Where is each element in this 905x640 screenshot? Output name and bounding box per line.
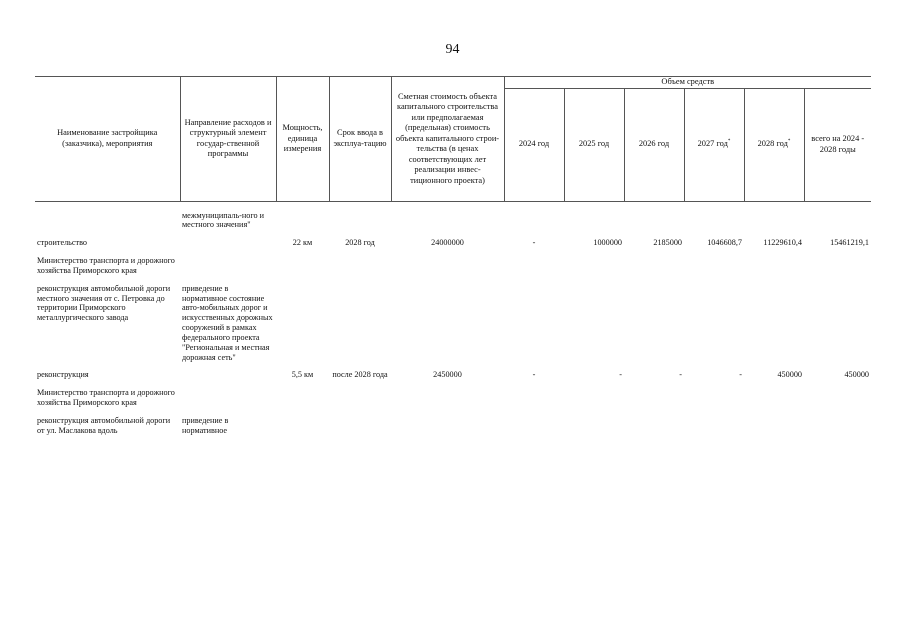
row-direction: приведение в нормативное состояние авто-мобильных дорог и искусственных дорожных сооружений в рамках федерального проекта "Региональная и местная дорожная сеть" bbox=[182, 283, 273, 362]
row-2024 bbox=[504, 387, 564, 415]
row-name: строительство bbox=[37, 238, 88, 248]
row-2026 bbox=[624, 210, 684, 238]
row-2025 bbox=[564, 210, 624, 238]
row-total bbox=[804, 210, 871, 238]
row-name: Министерство транспорта и дорожного хозяйства Приморского края bbox=[37, 256, 175, 275]
row-2028 bbox=[744, 255, 804, 283]
row-2025 bbox=[564, 255, 624, 283]
row-term bbox=[329, 283, 391, 370]
header-volume: Объем средств bbox=[504, 77, 871, 89]
row-cost bbox=[391, 210, 504, 238]
row-capacity bbox=[276, 387, 329, 415]
row-2025: - bbox=[619, 370, 622, 380]
header-year-2027-label: 2027 год bbox=[697, 139, 728, 149]
row-2025 bbox=[564, 387, 624, 415]
header-year-2028 bbox=[744, 88, 804, 201]
header-year-2028-label: 2028 год bbox=[757, 139, 788, 149]
row-direction bbox=[180, 369, 276, 387]
row-2028: 450000 bbox=[777, 370, 802, 380]
row-2026 bbox=[624, 387, 684, 415]
row-term bbox=[329, 255, 391, 283]
row-2024: - bbox=[532, 370, 536, 380]
row-2024 bbox=[504, 210, 564, 238]
row-term: 2028 год bbox=[345, 238, 375, 248]
row-direction: межмуниципаль-ного и местного значения" bbox=[182, 210, 265, 230]
table-row bbox=[35, 283, 871, 370]
table-row bbox=[35, 387, 871, 415]
row-2024: - bbox=[532, 238, 536, 248]
row-direction bbox=[180, 387, 276, 415]
row-total bbox=[804, 415, 871, 443]
header-capacity: Мощность, единица измерения bbox=[276, 77, 329, 202]
row-term: после 2028 года bbox=[332, 370, 388, 380]
row-total bbox=[804, 387, 871, 415]
table-row bbox=[35, 369, 871, 387]
row-capacity bbox=[276, 210, 329, 238]
row-capacity bbox=[276, 283, 329, 370]
row-total bbox=[804, 255, 871, 283]
row-2026: - bbox=[679, 370, 682, 380]
page-number: 94 bbox=[445, 42, 460, 57]
row-2028 bbox=[744, 210, 804, 238]
row-2024 bbox=[504, 255, 564, 283]
investment-table bbox=[35, 76, 871, 443]
row-2027 bbox=[684, 210, 744, 238]
header-year-2025: 2025 год bbox=[564, 88, 624, 201]
row-2027: - bbox=[739, 370, 742, 380]
table-body bbox=[35, 210, 871, 443]
row-2026 bbox=[624, 255, 684, 283]
row-2027 bbox=[684, 255, 744, 283]
row-cost: 24000000 bbox=[431, 238, 464, 248]
row-2025: 1000000 bbox=[593, 238, 622, 248]
header-cost: Сметная стоимость объекта капитального строительства или предполагаемая (предельная) стоимость объекта капитального строи-тельства (в ценах соответствующих лет реализации инвес-тиционного проекта) bbox=[391, 77, 504, 202]
row-name: Министерство транспорта и дорожного хозяйства Приморского края bbox=[37, 388, 175, 408]
table-header bbox=[35, 76, 871, 202]
row-2026: 2185000 bbox=[653, 238, 682, 248]
row-2025 bbox=[564, 283, 624, 370]
row-2027 bbox=[684, 415, 744, 443]
row-direction bbox=[180, 255, 276, 283]
row-2025 bbox=[564, 415, 624, 443]
header-direction: Направление расходов и структурный элемент государ-ственной программы bbox=[180, 77, 276, 202]
row-2028 bbox=[744, 387, 804, 415]
row-cost bbox=[391, 283, 504, 370]
row-2028: 11229610,4 bbox=[763, 238, 802, 248]
header-year-2024: 2024 год bbox=[504, 88, 564, 201]
table-row bbox=[35, 255, 871, 283]
row-2024 bbox=[504, 415, 564, 443]
row-name: реконструкция автомобильной дороги от ул. Маслакова вдоль bbox=[37, 416, 171, 435]
row-term bbox=[329, 415, 391, 443]
row-2026 bbox=[624, 283, 684, 370]
row-total: 15461219,1 bbox=[830, 238, 869, 248]
row-2027: 1046608,7 bbox=[707, 238, 742, 248]
row-name: реконструкция автомобильной дороги местного значения от с. Петровка до территории Приморского металлургического завода bbox=[37, 283, 171, 323]
row-total: 450000 bbox=[844, 370, 869, 380]
header-term: Срок ввода в эксплуа-тацию bbox=[329, 77, 391, 202]
table-row bbox=[35, 237, 871, 255]
row-total bbox=[804, 283, 871, 370]
row-cost: 2450000 bbox=[433, 370, 462, 380]
row-direction bbox=[180, 237, 276, 255]
row-2028 bbox=[744, 415, 804, 443]
table-row bbox=[35, 415, 871, 443]
footnote-mark: * bbox=[787, 139, 791, 145]
header-year-2027 bbox=[684, 88, 744, 201]
row-capacity bbox=[276, 415, 329, 443]
header-name: Наименование застройщика (заказчика), мероприятия bbox=[35, 77, 180, 202]
footnote-mark: * bbox=[727, 139, 731, 145]
row-capacity: 22 км bbox=[292, 238, 313, 248]
table-row bbox=[35, 210, 871, 238]
row-direction: приведение в нормативное bbox=[182, 416, 229, 435]
row-2028 bbox=[744, 283, 804, 370]
header-total: всего на 2024 - 2028 годы bbox=[804, 88, 871, 201]
row-2024 bbox=[504, 283, 564, 370]
row-2027 bbox=[684, 387, 744, 415]
row-name bbox=[35, 210, 180, 238]
row-capacity: 5,5 км bbox=[291, 370, 314, 380]
row-term bbox=[329, 387, 391, 415]
row-cost bbox=[391, 387, 504, 415]
header-year-2026: 2026 год bbox=[624, 88, 684, 201]
row-capacity bbox=[276, 255, 329, 283]
row-2027 bbox=[684, 283, 744, 370]
row-term bbox=[329, 210, 391, 238]
row-2026 bbox=[624, 415, 684, 443]
row-name: реконструкция bbox=[37, 370, 89, 380]
row-cost bbox=[391, 255, 504, 283]
row-cost bbox=[391, 415, 504, 443]
